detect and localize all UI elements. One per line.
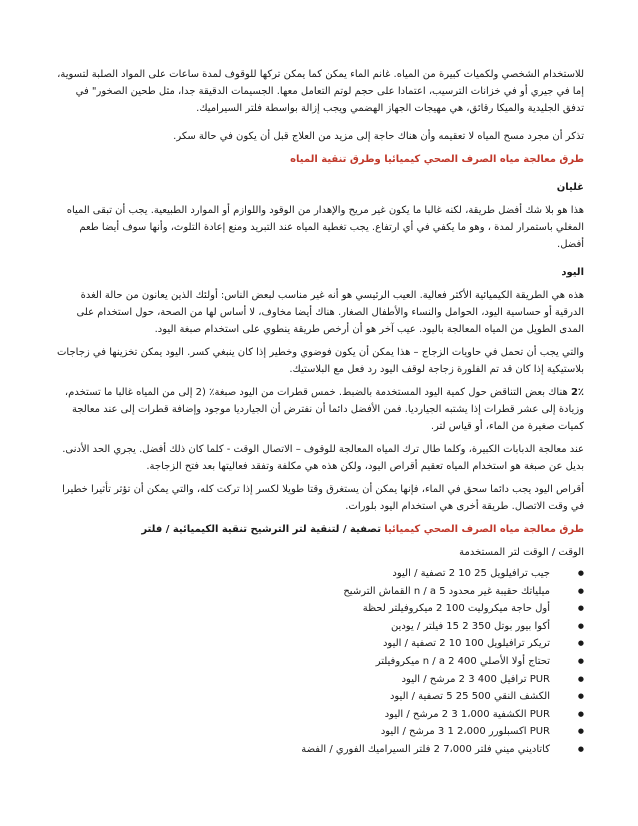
list-item: ● تحتاج أولا الأصلي n / a 2 400 ميكروفيلتر (54, 653, 550, 671)
list-item: ● كاتاديني ميني فلتر 7،000 2 فلتر السيراميك الفوري / الفضة (54, 741, 550, 759)
list-item: ● جيب ترافيلويل 25 10 2 تصفية / اليود (54, 565, 550, 583)
dosage-special: 2٪ (570, 387, 584, 398)
list-item: ● الكشف النقي 500 25 5 تصفية / اليود (54, 688, 550, 706)
settle-paragraph: عند معالجة الدبابات الكبيرة، وكلما طال ترك المياه المعالجة للوقوف – الاتصال الوقت - كلما كان ذلك أفضل. يجري الحد الأدنى. بديل عن صبغة هو استخدام المياه تعقيم أقراص اليود، ولكن هذه هي مكلفة وتفقد فعاليتها بعد فتح الزجاجة. (62, 444, 584, 472)
section2-heading (54, 521, 584, 538)
boiling-heading: غليان (556, 182, 584, 193)
filter-list (54, 565, 584, 759)
reminder-paragraph: تذكر أن مجرد مسح المياه لا تعقيمه وأن هناك حاجة إلى مزيد من العلاج قبل أن يكون في حالة سكر. (173, 131, 584, 142)
list-item: ● ميلياتك حقيبة غير محدود n / a 5 القماش الترشيح (54, 583, 550, 601)
list-item: ● أول حاجة ميكروليت 100 2 ميكروفيلتر لحظة (54, 600, 550, 618)
storage-paragraph: والتي يجب أن تحمل في حاويات الزجاج – هذا يمكن أن يكون فوضوي وخطير إذا كان ينبغي كسر. اليود يمكن تخزينها في زجاجات بلاستيكية إذا كان قد تم الفلورة زجاجة لوقف اليود رد فعل مع البلاستيك. (57, 347, 584, 375)
list-item: ● تريكر ترافيلويل 100 10 2 تصفية / اليود (54, 635, 550, 653)
section2-heading-black: تصفية / لتنقية لتر الترشيح تنقية الكيميائية / فلتر (141, 524, 381, 535)
dosage-text: هناك بعض التناقض حول كمية اليود المستخدمة بالضبط. خمس قطرات من اليود صبغة٪ (2 إلى من المياه غالبا ما تستخدم، وزيادة إلى عشر قطرات إذا يشتبه الجيارديا. فمن الأفضل دائما أن نفترض أن الجيارديا موجود وإضافة قطرات إلى عند معالجة كميات صغيرة من الماء، أو قياس لتر. (64, 387, 584, 432)
iodine-paragraph: هذه هي الطريقة الكيميائية الأكثر فعالية. العيب الرئيسي هو أنه غير مناسب لبعض الناس: أولئك الذين يعانون من حالة الغدة الدرقية أو حساسية اليود، الحوامل والنساء والأطفال الصغار. هناك أيضا مخاوف، لا أساس لها من الصحة، حول استخدام على المدى الطويل من المياه المعالجة باليود. عيب آخر هو أن أرخص طريقة ينطوي على استخدام صبغة اليود. (76, 290, 584, 335)
list-item: ● أكوا بيور بوتل 350 2 15 فيلتر / يودين (54, 618, 550, 636)
section1-heading: طرق معالجة مياه الصرف الصحي كيميائيا وطرق تنقية المياه (290, 154, 584, 165)
tablets-paragraph: أقراص اليود يجب دائما سحق في الماء، فإنها يمكن أن يستغرق وقتا طويلا لكسر إذا تركت كله، والتي يمكن أن تؤثر تأثيرا خطيرا في وقت الاتصال. طريقة أخرى هي استخدام اليود بلورات. (62, 484, 584, 512)
intro-paragraph: للاستخدام الشخصي ولكميات كبيرة من المياه. غانم الماء يمكن كما يمكن تركها للوقوف لمدة ساعات على المواد الصلبة لتسوية، إما في جيري أو في خزانات الترسيب، اعتمادا على حجم لوتم التعامل معها. الجسيمات الدقيقة جدا، مثل طحين الصخور" في تدفق الجليدية والميكا رقائق، هي مهيجات الجهاز الهضمي ويجب إزالة بواسطة فلتر السيراميك. (57, 69, 584, 114)
list-intro: الوقت / الوقت لتر المستخدمة (459, 547, 584, 558)
document-page (54, 66, 584, 759)
dosage-paragraph (54, 384, 584, 435)
section2-heading-red: طرق معالجة مياه الصرف الصحي كيميائيا (384, 524, 584, 535)
list-item: ● PUR الكشفية 1،000 3 2 مرشح / اليود (54, 706, 550, 724)
list-item: ● PUR ترافيل 400 3 2 مرشح / اليود (54, 671, 550, 689)
boiling-paragraph: هذا هو بلا شك أفضل طريقة، لكنه غالبا ما يكون غير مريح والإهدار من الوقود واللوازم أو الموارد الطبيعية. يجب أن تبقى المياه المغلي باستمرار لمدة ، وهو ما يكفي في أي ارتفاع. يجب تغطية المياه عند التبريد ومنع إعادة التلوث، وأنها سوف أيضا طعم أفضل. (66, 205, 584, 250)
list-item: ● PUR اكسبلورر 2،000 1 3 مرشح / اليود (54, 723, 550, 741)
iodine-heading: اليود (561, 267, 584, 278)
